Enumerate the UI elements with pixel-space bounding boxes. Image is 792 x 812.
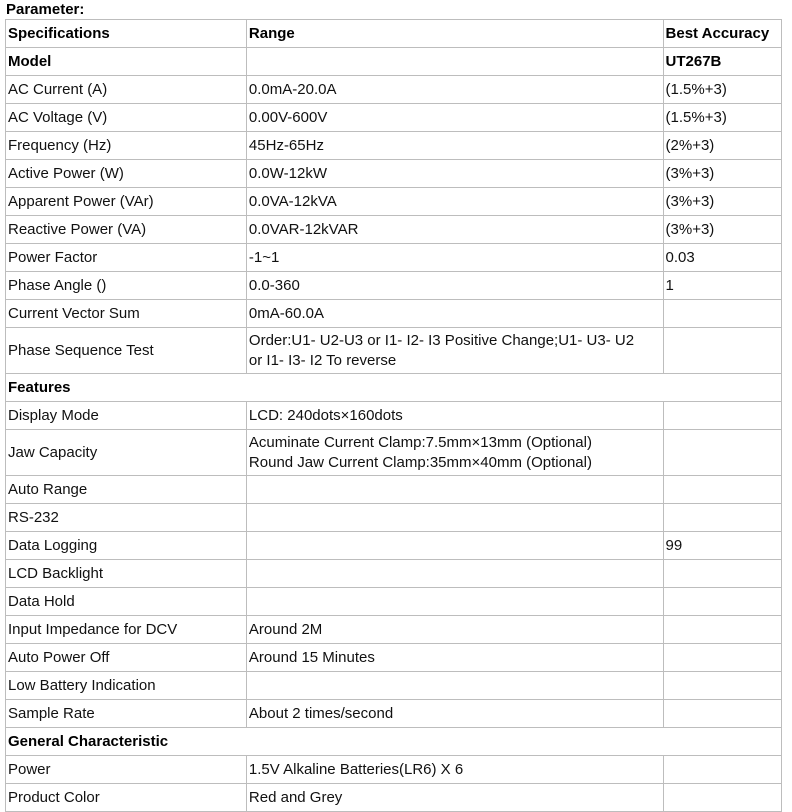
spec-cell: Sample Rate xyxy=(6,700,247,728)
phase-sequence-accuracy xyxy=(663,328,781,374)
range-cell: 0.0W-12kW xyxy=(246,160,663,188)
spec-cell: Current Vector Sum xyxy=(6,300,247,328)
phase-sequence-spec: Phase Sequence Test xyxy=(6,328,247,374)
phase-sequence-section xyxy=(6,328,782,402)
spec-cell: Active Power (W) xyxy=(6,160,247,188)
measurement-row xyxy=(6,132,782,160)
range-cell: 0.0-360 xyxy=(246,272,663,300)
accuracy-cell: 0.03 xyxy=(663,244,781,272)
jaw-capacity-section xyxy=(6,430,782,476)
measurement-row xyxy=(6,300,782,328)
range-cell: 0.0mA-20.0A xyxy=(246,76,663,104)
general-row xyxy=(6,756,782,784)
measurement-row xyxy=(6,160,782,188)
model-range xyxy=(246,48,663,76)
phase-sequence-range-line1: Order:U1- U2-U3 or I1- I2- I3 Positive Change;U1- U3- U2 xyxy=(248,331,635,349)
range-cell: 0.0VAR-12kVAR xyxy=(246,216,663,244)
measurement-row xyxy=(6,244,782,272)
jaw-capacity-range xyxy=(246,430,663,476)
range-cell xyxy=(246,560,663,588)
feature-row xyxy=(6,532,782,560)
range-cell xyxy=(246,532,663,560)
features-rows-a xyxy=(6,402,782,430)
feature-row xyxy=(6,402,782,430)
spec-cell: AC Current (A) xyxy=(6,76,247,104)
accuracy-cell xyxy=(663,504,781,532)
accuracy-cell xyxy=(663,588,781,616)
jaw-capacity-spec: Jaw Capacity xyxy=(6,430,247,476)
accuracy-cell xyxy=(663,476,781,504)
measurement-rows xyxy=(6,76,782,328)
general-rows xyxy=(6,756,782,812)
general-section-row xyxy=(6,728,782,756)
spec-cell: Product Color xyxy=(6,784,247,812)
jaw-capacity-range-line2: Round Jaw Current Clamp:35mm×40mm (Optional) xyxy=(248,453,592,471)
accuracy-cell: 1 xyxy=(663,272,781,300)
phase-sequence-row xyxy=(6,328,782,374)
range-cell: Around 2M xyxy=(246,616,663,644)
accuracy-cell xyxy=(663,300,781,328)
accuracy-cell xyxy=(663,644,781,672)
spec-table xyxy=(5,19,782,812)
features-section-row xyxy=(6,374,782,402)
model-label: Model xyxy=(6,48,247,76)
feature-row xyxy=(6,504,782,532)
range-cell xyxy=(246,588,663,616)
accuracy-cell: 99 xyxy=(663,532,781,560)
general-section-title: General Characteristic xyxy=(6,728,782,756)
measurement-row xyxy=(6,188,782,216)
range-cell: 0.0VA-12kVA xyxy=(246,188,663,216)
spec-cell: Auto Power Off xyxy=(6,644,247,672)
accuracy-cell xyxy=(663,560,781,588)
jaw-capacity-accuracy xyxy=(663,430,781,476)
header-row xyxy=(6,20,782,48)
range-cell xyxy=(246,672,663,700)
model-row xyxy=(6,48,782,76)
accuracy-cell: (3%+3) xyxy=(663,160,781,188)
range-cell: Around 15 Minutes xyxy=(246,644,663,672)
spec-cell: Low Battery Indication xyxy=(6,672,247,700)
feature-row xyxy=(6,700,782,728)
spec-cell: Data Hold xyxy=(6,588,247,616)
spec-cell: Power xyxy=(6,756,247,784)
spec-cell: AC Voltage (V) xyxy=(6,104,247,132)
header-specifications: Specifications xyxy=(6,20,247,48)
accuracy-cell xyxy=(663,402,781,430)
header-best-accuracy: Best Accuracy xyxy=(663,20,781,48)
spec-cell: Frequency (Hz) xyxy=(6,132,247,160)
range-cell: LCD: 240dots×160dots xyxy=(246,402,663,430)
feature-row xyxy=(6,616,782,644)
spec-cell: Display Mode xyxy=(6,402,247,430)
accuracy-cell: (3%+3) xyxy=(663,216,781,244)
measurement-row xyxy=(6,272,782,300)
accuracy-cell xyxy=(663,672,781,700)
feature-row xyxy=(6,560,782,588)
measurement-row xyxy=(6,216,782,244)
spec-cell: Apparent Power (VAr) xyxy=(6,188,247,216)
page-title: Parameter: xyxy=(6,1,85,18)
general-section xyxy=(6,728,782,756)
phase-sequence-range xyxy=(246,328,663,374)
features-rows-b xyxy=(6,476,782,728)
range-cell: 0mA-60.0A xyxy=(246,300,663,328)
features-section-title: Features xyxy=(6,374,782,402)
accuracy-cell xyxy=(663,700,781,728)
accuracy-cell: (1.5%+3) xyxy=(663,76,781,104)
spec-cell: Auto Range xyxy=(6,476,247,504)
spec-cell: Power Factor xyxy=(6,244,247,272)
spec-table-body xyxy=(6,20,782,76)
range-cell: 1.5V Alkaline Batteries(LR6) X 6 xyxy=(246,756,663,784)
range-cell: -1~1 xyxy=(246,244,663,272)
feature-row xyxy=(6,672,782,700)
spec-cell: Reactive Power (VA) xyxy=(6,216,247,244)
accuracy-cell xyxy=(663,784,781,812)
jaw-capacity-row xyxy=(6,430,782,476)
phase-sequence-range-line2: or I1- I3- I2 To reverse xyxy=(248,351,397,369)
range-cell xyxy=(246,504,663,532)
feature-row xyxy=(6,588,782,616)
general-row xyxy=(6,784,782,812)
header-range: Range xyxy=(246,20,663,48)
feature-row xyxy=(6,476,782,504)
range-cell: About 2 times/second xyxy=(246,700,663,728)
accuracy-cell xyxy=(663,616,781,644)
accuracy-cell xyxy=(663,756,781,784)
range-cell: 0.00V-600V xyxy=(246,104,663,132)
spec-cell: Input Impedance for DCV xyxy=(6,616,247,644)
measurement-row xyxy=(6,104,782,132)
feature-row xyxy=(6,644,782,672)
range-cell: Red and Grey xyxy=(246,784,663,812)
spec-cell: Data Logging xyxy=(6,532,247,560)
spec-cell: Phase Angle () xyxy=(6,272,247,300)
accuracy-cell: (1.5%+3) xyxy=(663,104,781,132)
spec-cell: RS-232 xyxy=(6,504,247,532)
spec-cell: LCD Backlight xyxy=(6,560,247,588)
jaw-capacity-range-line1: Acuminate Current Clamp:7.5mm×13mm (Optional) xyxy=(248,433,592,451)
range-cell xyxy=(246,476,663,504)
accuracy-cell: (3%+3) xyxy=(663,188,781,216)
model-value: UT267B xyxy=(663,48,781,76)
measurement-row xyxy=(6,76,782,104)
accuracy-cell: (2%+3) xyxy=(663,132,781,160)
range-cell: 45Hz-65Hz xyxy=(246,132,663,160)
